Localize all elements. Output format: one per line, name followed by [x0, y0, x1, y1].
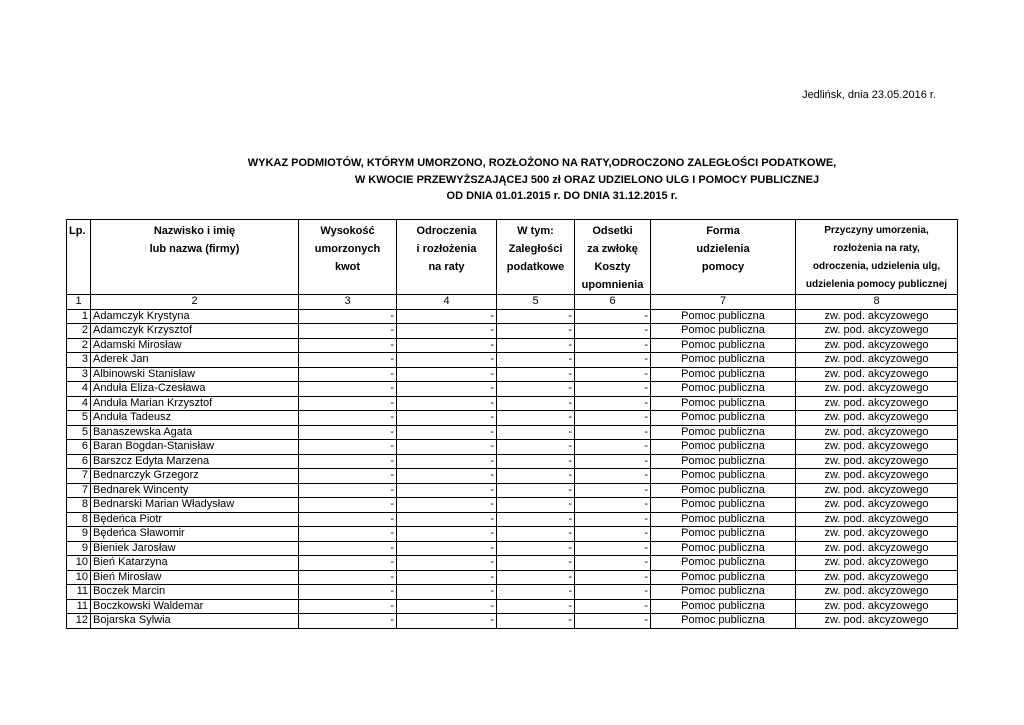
column-number: 8 [796, 295, 958, 310]
row-reason: zw. pod. akcyzowego [796, 324, 958, 339]
row-amount: - [299, 309, 397, 324]
row-lp: 12 [67, 614, 91, 629]
row-arrears: - [497, 483, 575, 498]
row-deferral: - [397, 556, 497, 571]
table-row [67, 541, 958, 556]
table-row [67, 367, 958, 382]
table-row [67, 599, 958, 614]
row-name: Baran Bogdan-Stanisław [91, 440, 299, 455]
row-interest: - [575, 353, 651, 368]
column-number: 5 [497, 295, 575, 310]
row-deferral: - [397, 367, 497, 382]
row-reason: zw. pod. akcyzowego [796, 527, 958, 542]
column-number: 7 [651, 295, 796, 310]
table-row [67, 498, 958, 513]
row-reason: zw. pod. akcyzowego [796, 498, 958, 513]
row-deferral: - [397, 411, 497, 426]
row-interest: - [575, 324, 651, 339]
row-name: Banaszewska Agata [91, 425, 299, 440]
place-date: Jedlińsk, dnia 23.05.2016 r. [802, 89, 936, 101]
row-amount: - [299, 382, 397, 397]
row-reason: zw. pod. akcyzowego [796, 338, 958, 353]
row-reason: zw. pod. akcyzowego [796, 309, 958, 324]
row-name: Adamski Mirosław [91, 338, 299, 353]
row-deferral: - [397, 469, 497, 484]
row-reason: zw. pod. akcyzowego [796, 411, 958, 426]
table-row [67, 527, 958, 542]
row-form: Pomoc publiczna [651, 353, 796, 368]
row-form: Pomoc publiczna [651, 498, 796, 513]
row-lp: 9 [67, 541, 91, 556]
row-arrears: - [497, 396, 575, 411]
header-deferral: Odroczenia i rozłożenia na raty [397, 220, 497, 295]
row-amount: - [299, 527, 397, 542]
row-name: Bojarska Sylwia [91, 614, 299, 629]
row-amount: - [299, 570, 397, 585]
row-amount: - [299, 440, 397, 455]
row-lp: 3 [67, 353, 91, 368]
row-form: Pomoc publiczna [651, 483, 796, 498]
row-form: Pomoc publiczna [651, 382, 796, 397]
row-lp: 10 [67, 556, 91, 571]
row-lp: 6 [67, 454, 91, 469]
row-interest: - [575, 454, 651, 469]
row-deferral: - [397, 541, 497, 556]
row-arrears: - [497, 353, 575, 368]
row-reason: zw. pod. akcyzowego [796, 425, 958, 440]
row-amount: - [299, 541, 397, 556]
table-row [67, 512, 958, 527]
row-lp: 4 [67, 396, 91, 411]
row-form: Pomoc publiczna [651, 527, 796, 542]
row-name: Anduła Marian Krzysztof [91, 396, 299, 411]
title-line-3: OD DNIA 01.01.2015 r. DO DNIA 31.12.2015 r. [446, 190, 678, 202]
row-lp: 4 [67, 382, 91, 397]
row-reason: zw. pod. akcyzowego [796, 353, 958, 368]
row-form: Pomoc publiczna [651, 309, 796, 324]
table-row [67, 454, 958, 469]
row-reason: zw. pod. akcyzowego [796, 396, 958, 411]
row-arrears: - [497, 440, 575, 455]
row-reason: zw. pod. akcyzowego [796, 541, 958, 556]
row-interest: - [575, 483, 651, 498]
row-arrears: - [497, 338, 575, 353]
row-lp: 6 [67, 440, 91, 455]
table-row [67, 353, 958, 368]
table-row [67, 440, 958, 455]
row-reason: zw. pod. akcyzowego [796, 469, 958, 484]
row-lp: 1 [67, 309, 91, 324]
column-number-row [67, 295, 958, 310]
table-row [67, 570, 958, 585]
row-lp: 9 [67, 527, 91, 542]
row-name: Będeńca Piotr [91, 512, 299, 527]
row-interest: - [575, 338, 651, 353]
row-name: Anduła Eliza-Czesława [91, 382, 299, 397]
row-arrears: - [497, 367, 575, 382]
row-interest: - [575, 425, 651, 440]
row-form: Pomoc publiczna [651, 367, 796, 382]
row-deferral: - [397, 527, 497, 542]
row-deferral: - [397, 440, 497, 455]
column-number: 4 [397, 295, 497, 310]
row-arrears: - [497, 512, 575, 527]
row-amount: - [299, 614, 397, 629]
title-line-2: W KWOCIE PRZEWYŻSZAJĄCEJ 500 zł ORAZ UDZIELONO ULG I POMOCY PUBLICZNEJ [354, 174, 820, 186]
register-table [66, 219, 958, 629]
row-reason: zw. pod. akcyzowego [796, 599, 958, 614]
row-interest: - [575, 396, 651, 411]
row-amount: - [299, 556, 397, 571]
row-amount: - [299, 396, 397, 411]
table-row [67, 382, 958, 397]
row-name: Adamczyk Krystyna [91, 309, 299, 324]
row-amount: - [299, 483, 397, 498]
row-arrears: - [497, 382, 575, 397]
table-body [67, 295, 958, 629]
row-lp: 5 [67, 411, 91, 426]
row-amount: - [299, 585, 397, 600]
row-interest: - [575, 498, 651, 513]
row-lp: 8 [67, 512, 91, 527]
row-name: Bednarczyk Grzegorz [91, 469, 299, 484]
row-interest: - [575, 556, 651, 571]
row-deferral: - [397, 338, 497, 353]
row-form: Pomoc publiczna [651, 599, 796, 614]
row-name: Bednarski Marian Władysław [91, 498, 299, 513]
table-row [67, 324, 958, 339]
row-amount: - [299, 469, 397, 484]
row-interest: - [575, 367, 651, 382]
row-arrears: - [497, 498, 575, 513]
row-arrears: - [497, 324, 575, 339]
table-row [67, 396, 958, 411]
row-lp: 7 [67, 469, 91, 484]
row-reason: zw. pod. akcyzowego [796, 556, 958, 571]
table-row [67, 585, 958, 600]
row-interest: - [575, 585, 651, 600]
row-arrears: - [497, 614, 575, 629]
row-deferral: - [397, 324, 497, 339]
header-row [67, 220, 958, 295]
row-deferral: - [397, 570, 497, 585]
row-interest: - [575, 382, 651, 397]
row-amount: - [299, 498, 397, 513]
row-form: Pomoc publiczna [651, 411, 796, 426]
table-row [67, 411, 958, 426]
row-name: Barszcz Edyta Marzena [91, 454, 299, 469]
row-name: Będeńca Sławomir [91, 527, 299, 542]
row-amount: - [299, 353, 397, 368]
header-arrears: W tym: Zaległości podatkowe [497, 220, 575, 295]
row-deferral: - [397, 353, 497, 368]
row-amount: - [299, 338, 397, 353]
row-arrears: - [497, 411, 575, 426]
row-lp: 7 [67, 483, 91, 498]
row-form: Pomoc publiczna [651, 324, 796, 339]
table-row [67, 309, 958, 324]
row-arrears: - [497, 309, 575, 324]
row-arrears: - [497, 527, 575, 542]
row-name: Bieniek Jarosław [91, 541, 299, 556]
column-number: 1 [67, 295, 91, 310]
row-amount: - [299, 411, 397, 426]
row-arrears: - [497, 599, 575, 614]
row-amount: - [299, 324, 397, 339]
row-interest: - [575, 440, 651, 455]
row-form: Pomoc publiczna [651, 469, 796, 484]
row-deferral: - [397, 585, 497, 600]
row-deferral: - [397, 309, 497, 324]
header-amount: Wysokość umorzonych kwot [299, 220, 397, 295]
row-form: Pomoc publiczna [651, 614, 796, 629]
row-form: Pomoc publiczna [651, 556, 796, 571]
row-form: Pomoc publiczna [651, 585, 796, 600]
row-amount: - [299, 512, 397, 527]
row-form: Pomoc publiczna [651, 338, 796, 353]
row-deferral: - [397, 382, 497, 397]
table-row [67, 425, 958, 440]
row-arrears: - [497, 454, 575, 469]
row-lp: 2 [67, 338, 91, 353]
row-lp: 5 [67, 425, 91, 440]
table-row [67, 556, 958, 571]
row-form: Pomoc publiczna [651, 440, 796, 455]
row-reason: zw. pod. akcyzowego [796, 454, 958, 469]
row-reason: zw. pod. akcyzowego [796, 440, 958, 455]
row-arrears: - [497, 469, 575, 484]
row-interest: - [575, 614, 651, 629]
header-lp: Lp. [67, 220, 91, 295]
row-amount: - [299, 599, 397, 614]
row-name: Bień Katarzyna [91, 556, 299, 571]
row-name: Bień Mirosław [91, 570, 299, 585]
row-name: Boczek Marcin [91, 585, 299, 600]
row-deferral: - [397, 483, 497, 498]
row-form: Pomoc publiczna [651, 425, 796, 440]
row-arrears: - [497, 425, 575, 440]
row-deferral: - [397, 498, 497, 513]
title-line-1: WYKAZ PODMIOTÓW, KTÓRYM UMORZONO, ROZŁOŻONO NA RATY,ODROCZONO ZALEGŁOŚCI PODATKOWE, [247, 157, 837, 169]
row-interest: - [575, 599, 651, 614]
column-number: 2 [91, 295, 299, 310]
row-interest: - [575, 411, 651, 426]
row-arrears: - [497, 541, 575, 556]
row-name: Albinowski Stanisław [91, 367, 299, 382]
row-amount: - [299, 454, 397, 469]
row-deferral: - [397, 599, 497, 614]
row-interest: - [575, 570, 651, 585]
row-reason: zw. pod. akcyzowego [796, 382, 958, 397]
row-arrears: - [497, 556, 575, 571]
row-reason: zw. pod. akcyzowego [796, 614, 958, 629]
row-lp: 11 [67, 585, 91, 600]
row-deferral: - [397, 396, 497, 411]
header-form: Forma udzielenia pomocy [651, 220, 796, 295]
row-form: Pomoc publiczna [651, 454, 796, 469]
row-interest: - [575, 469, 651, 484]
row-interest: - [575, 527, 651, 542]
header-name: Nazwisko i imię lub nazwa (firmy) [91, 220, 299, 295]
row-lp: 10 [67, 570, 91, 585]
row-name: Anduła Tadeusz [91, 411, 299, 426]
row-deferral: - [397, 512, 497, 527]
row-lp: 8 [67, 498, 91, 513]
row-lp: 3 [67, 367, 91, 382]
table-row [67, 469, 958, 484]
row-form: Pomoc publiczna [651, 396, 796, 411]
row-amount: - [299, 367, 397, 382]
row-deferral: - [397, 454, 497, 469]
column-number: 6 [575, 295, 651, 310]
row-name: Boczkowski Waldemar [91, 599, 299, 614]
row-name: Adamczyk Krzysztof [91, 324, 299, 339]
row-lp: 11 [67, 599, 91, 614]
row-form: Pomoc publiczna [651, 570, 796, 585]
row-reason: zw. pod. akcyzowego [796, 512, 958, 527]
row-interest: - [575, 541, 651, 556]
row-lp: 2 [67, 324, 91, 339]
row-amount: - [299, 425, 397, 440]
table-row [67, 483, 958, 498]
header-reasons: Przyczyny umorzenia, rozłożenia na raty, odroczenia, udzielenia ulg, udzielenia pomocy publicznej [796, 220, 958, 295]
header-interest: Odsetki za zwłokę Koszty upomnienia [575, 220, 651, 295]
row-deferral: - [397, 614, 497, 629]
row-form: Pomoc publiczna [651, 512, 796, 527]
row-form: Pomoc publiczna [651, 541, 796, 556]
row-reason: zw. pod. akcyzowego [796, 570, 958, 585]
row-arrears: - [497, 570, 575, 585]
table-row [67, 614, 958, 629]
row-arrears: - [497, 585, 575, 600]
row-name: Aderek Jan [91, 353, 299, 368]
row-interest: - [575, 309, 651, 324]
row-interest: - [575, 512, 651, 527]
table-row [67, 338, 958, 353]
row-name: Bednarek Wincenty [91, 483, 299, 498]
row-reason: zw. pod. akcyzowego [796, 367, 958, 382]
column-number: 3 [299, 295, 397, 310]
row-reason: zw. pod. akcyzowego [796, 585, 958, 600]
row-reason: zw. pod. akcyzowego [796, 483, 958, 498]
row-deferral: - [397, 425, 497, 440]
